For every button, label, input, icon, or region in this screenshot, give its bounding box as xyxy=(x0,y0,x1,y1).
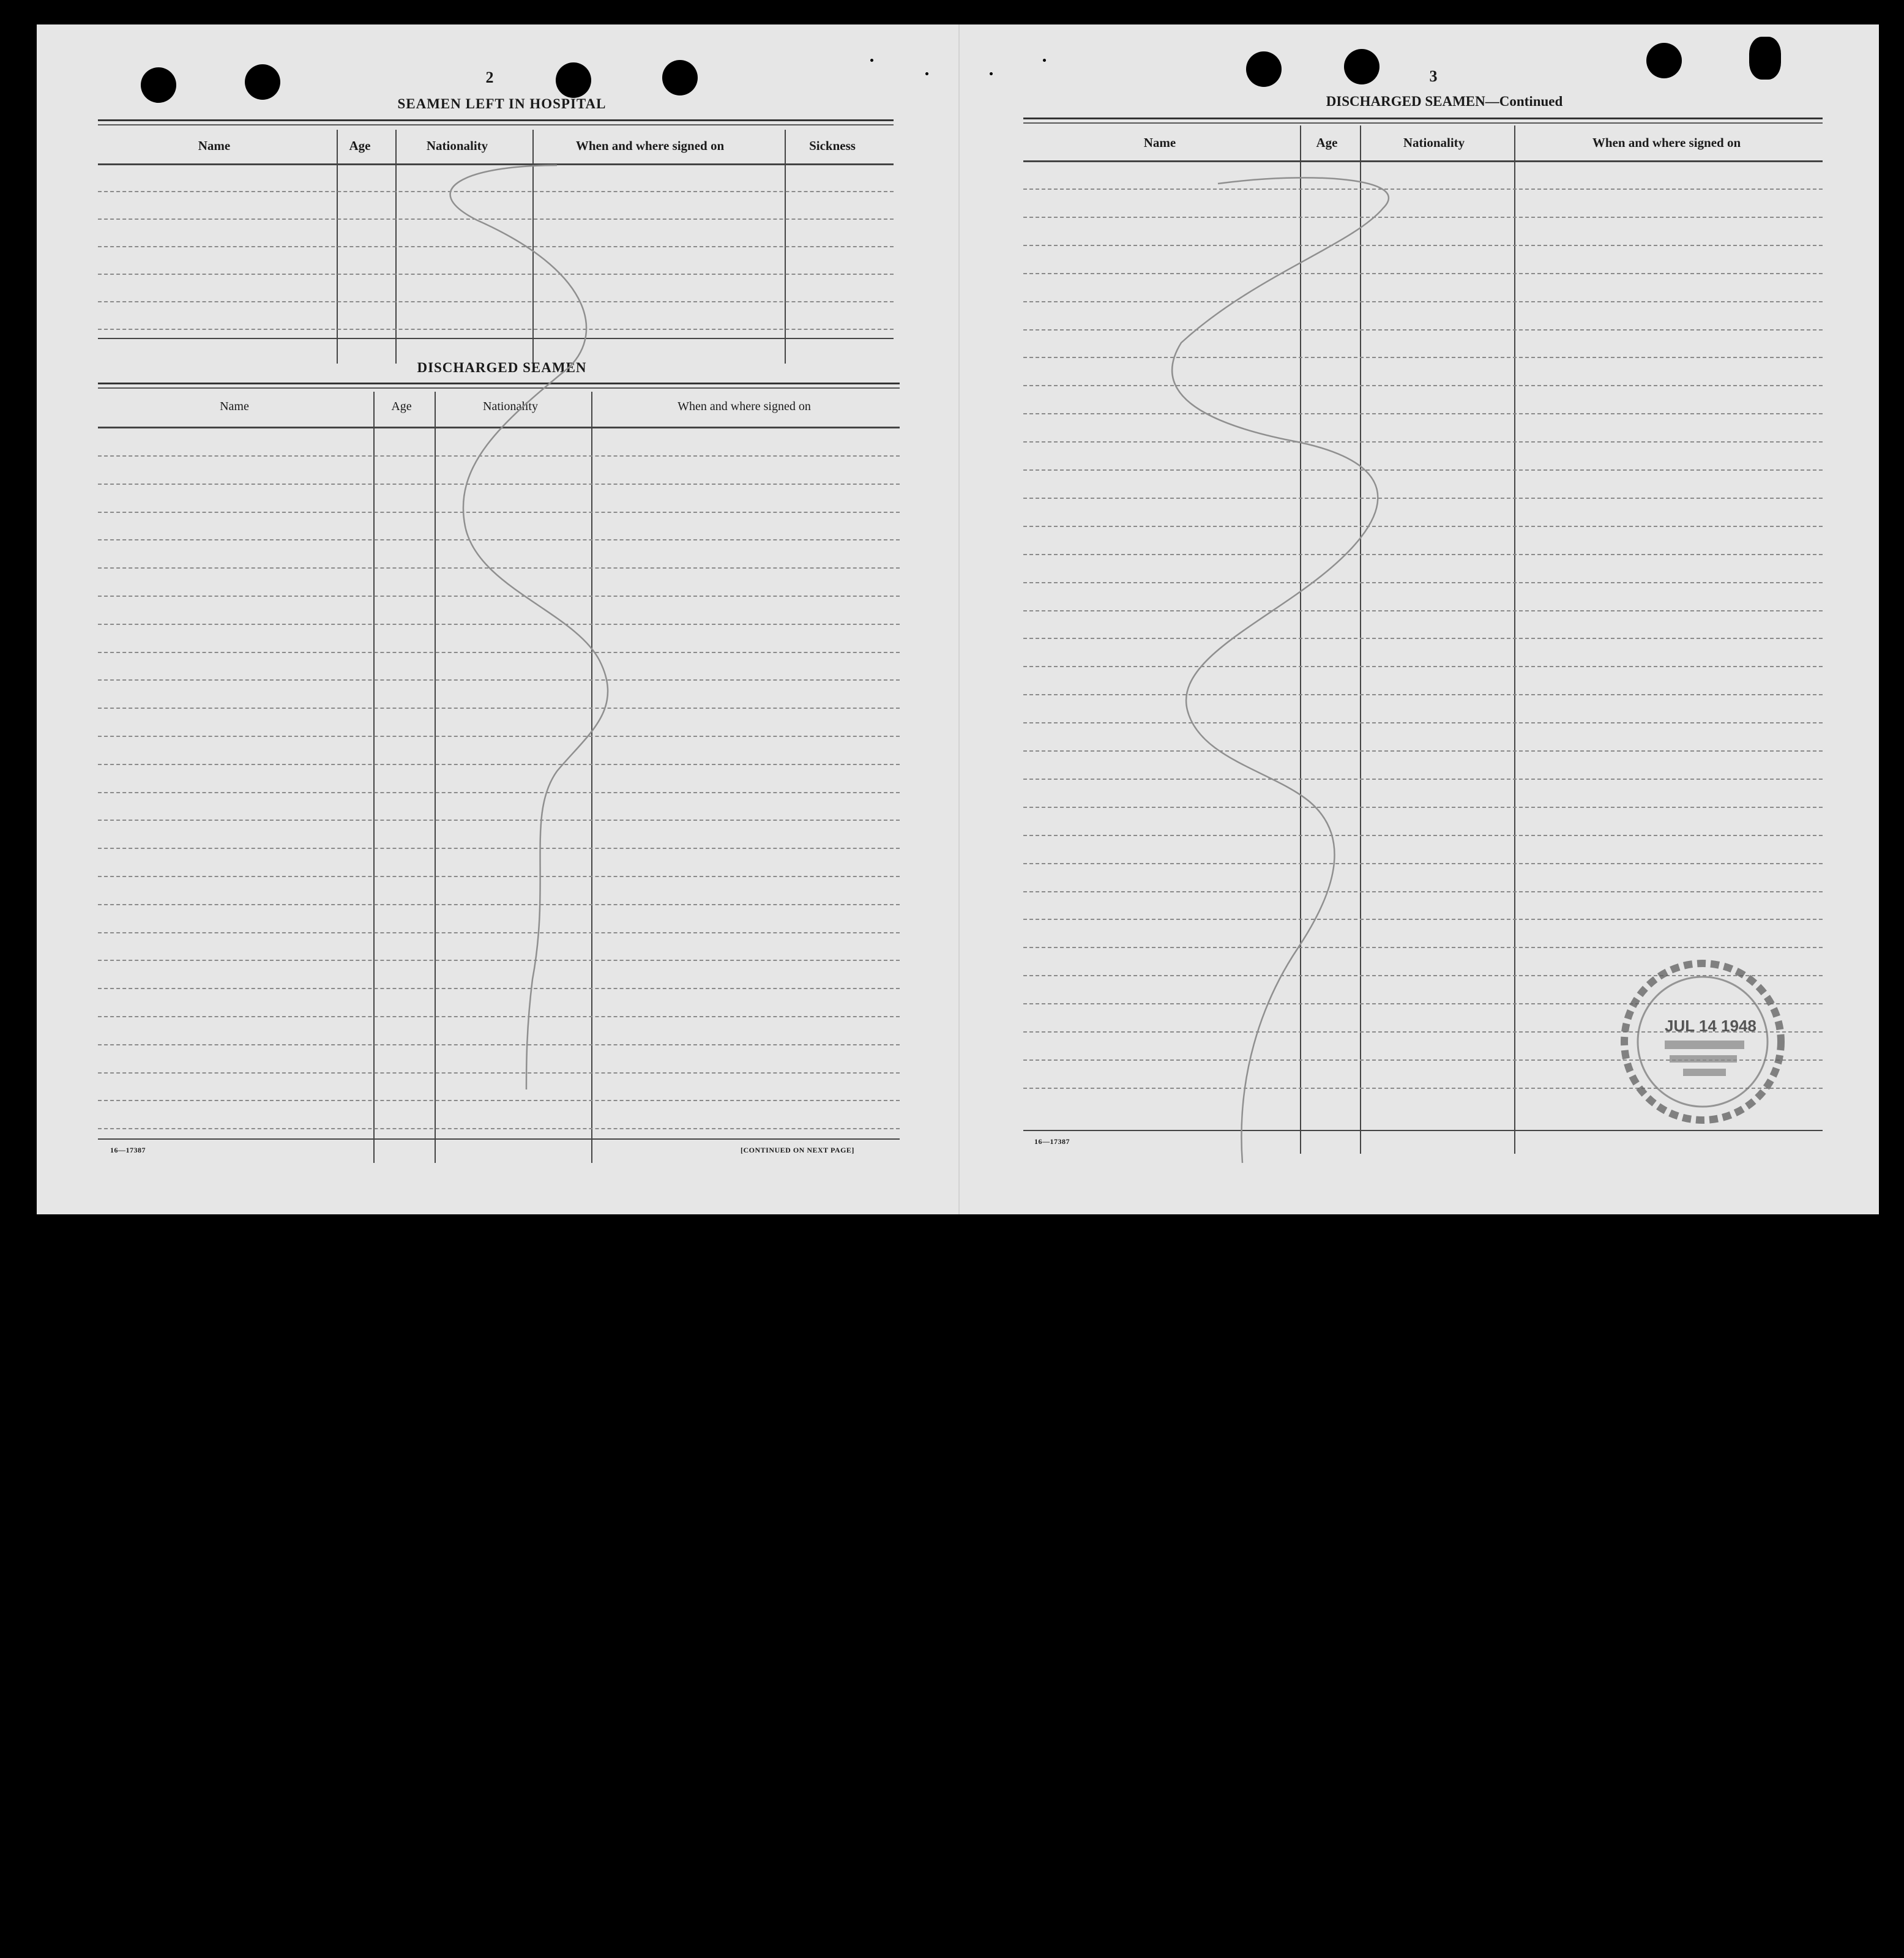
section-title-discharged: DISCHARGED SEAMEN xyxy=(417,360,587,375)
col-header-nationality: Nationality xyxy=(483,400,538,413)
title-main: DISCHARGED SEAMEN xyxy=(1326,94,1485,109)
col-header-signed-on: When and where signed on xyxy=(678,400,811,413)
page-number: 2 xyxy=(485,69,494,86)
col-header-age: Age xyxy=(349,138,371,153)
page-number: 3 xyxy=(1429,67,1438,85)
form-number: 16—17387 xyxy=(110,1146,146,1154)
col-header-name: Name xyxy=(1143,135,1176,150)
col-header-age: Age xyxy=(1316,135,1338,150)
col-header-signed-on: When and where signed on xyxy=(1592,135,1741,150)
continued-note: [CONTINUED ON NEXT PAGE] xyxy=(741,1146,854,1154)
col-header-signed-on: When and where signed on xyxy=(575,138,725,153)
col-header-name: Name xyxy=(220,400,249,413)
pencil-squiggle-left xyxy=(450,165,608,1089)
circular-stamp xyxy=(1624,963,1781,1120)
title-suffix: —Continued xyxy=(1485,94,1563,109)
col-header-nationality: Nationality xyxy=(426,138,488,153)
stamp-date: JUL 14 1948 xyxy=(1665,1017,1757,1035)
pencil-marks xyxy=(37,24,1879,1214)
section-title-hospital: SEAMEN LEFT IN HOSPITAL xyxy=(397,96,607,111)
col-header-sickness: Sickness xyxy=(809,138,856,153)
form-number: 16—17387 xyxy=(1034,1137,1070,1146)
document-scan xyxy=(37,24,1879,1214)
pencil-squiggle-right xyxy=(1172,177,1389,1163)
col-header-age: Age xyxy=(391,400,412,413)
col-header-nationality: Nationality xyxy=(1403,135,1465,150)
col-header-name: Name xyxy=(198,138,231,153)
